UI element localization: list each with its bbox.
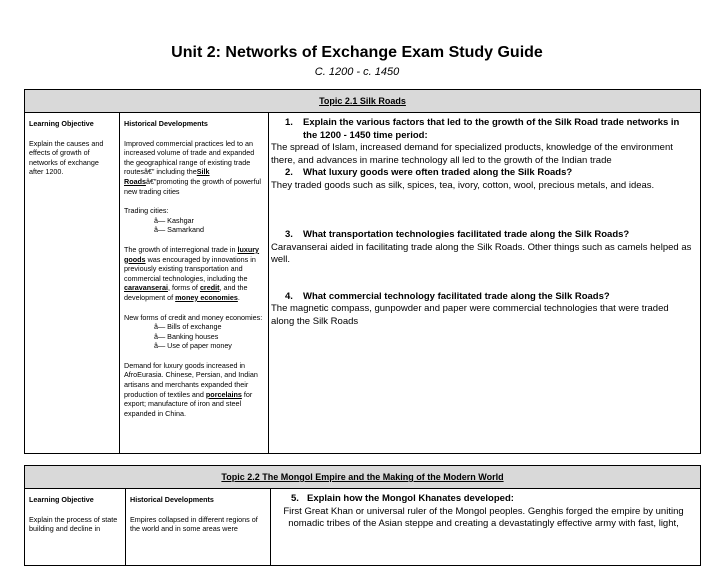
- hd-text: The growth of interregional trade in: [124, 244, 236, 254]
- porcelains-term: porcelains: [205, 389, 242, 399]
- answer-5: First Great Khan or universal ruler of the Mongol peoples. Genghis forged the empire by uniting nomadic tribes of the Asian steppe and creating a devastatingly effective army with fast, light,: [283, 505, 684, 529]
- money-economies-term: money economies: [175, 292, 238, 302]
- historical-developments-cell: [126, 489, 271, 566]
- question-text: Explain how the Mongol Khanates developed:: [307, 493, 514, 504]
- hd-paragraph-3: [124, 245, 264, 303]
- question-5: 5. Explain how the Mongol Khanates developed:: [291, 493, 514, 504]
- document-subtitle: C. 1200 - c. 1450: [314, 66, 400, 78]
- caravanserai-term: caravanserai: [124, 283, 168, 293]
- question-3: 3. What transportation technologies facilitated trade along the Silk Roads?: [285, 229, 630, 240]
- hd-paragraph-1: [124, 139, 264, 197]
- hd-text: for export; manufacture of iron and steel expanded in China.: [124, 389, 253, 418]
- learning-objective-cell: [25, 113, 120, 454]
- luxury-goods-term: luxury goods: [124, 244, 260, 264]
- learning-objective-text: Explain the causes and effects of growth of networks of exchange after 1200.: [29, 138, 104, 177]
- learning-objective-text: Explain the process of state building and decline in: [29, 514, 118, 534]
- question-text: What luxury goods were often traded along the Silk Roads?: [303, 167, 573, 178]
- question-4: 4. What commercial technology facilitated trade along the Silk Roads?: [285, 290, 610, 302]
- hd-text: was encouraged by innovations in previously existing transportation and commercial technologies, including the: [124, 254, 256, 283]
- hd-text: Demand for luxury goods increased in AfroEurasia. Chinese, Persian, and Indian artisans and merchants expanded their production of textiles and: [124, 360, 258, 399]
- topic-header-text: Topic 2.1 Silk Roads: [319, 96, 406, 106]
- historical-developments-label: Historical Developments: [130, 495, 214, 504]
- hd-text: Improved commercial practices led to an increased volume of trade and expanded the geographical range of existing trade routesâ€” including the: [124, 138, 255, 177]
- question-2: 2. What luxury goods were often traded along the Silk Roads?: [285, 167, 573, 178]
- credit-forms-label: New forms of credit and money economies:: [124, 312, 263, 322]
- historical-developments-cell: [120, 113, 269, 454]
- topic-2-1-table: [24, 89, 701, 454]
- answer-2: They traded goods such as silk, spices, tea, ivory, cotton, wool, precious metals, and ideas.: [271, 179, 655, 191]
- credit-term: credit: [199, 283, 220, 293]
- hd-text: , and the development of: [124, 283, 248, 302]
- silk-roads-term: Silk Roads: [124, 167, 210, 186]
- document-title: Unit 2: Networks of Exchange Exam Study Guide: [171, 44, 543, 61]
- city-item: â— Kashgar: [154, 215, 194, 225]
- topic-header: [25, 90, 701, 113]
- hd-text: , forms of: [167, 283, 198, 293]
- answer-1: The spread of Islam, increased demand for specialized products, knowledge of the environment there, and advances in marine technology all led to the growth of the Indian trade: [271, 142, 673, 166]
- topic-2-2-table: [24, 465, 701, 566]
- question-text: What transportation technologies facilitated trade along the Silk Roads?: [303, 229, 630, 240]
- hd-text: â€”promoting the growth of powerful new trading cities: [124, 176, 262, 196]
- learning-objective-label: Learning Objective: [29, 119, 94, 128]
- answer-4: The magnetic compass, gunpowder and paper were commercial technologies that were traded along the Silk Roads: [271, 303, 669, 327]
- questions-cell: [271, 489, 701, 566]
- credit-item: â— Bills of exchange: [154, 322, 222, 332]
- learning-objective-cell: [25, 489, 126, 566]
- historical-developments-label: Historical Developments: [124, 119, 208, 128]
- learning-objective-label: Learning Objective: [29, 495, 94, 504]
- credit-item: â— Use of paper money: [154, 341, 232, 351]
- trading-cities-label: Trading cities:: [124, 206, 169, 216]
- questions-cell: [269, 113, 701, 454]
- hd-text: Empires collapsed in different regions of the world and in some areas were: [130, 514, 258, 534]
- answer-3: Caravanserai aided in facilitating trade along the Silk Roads. Other things such as camels helped as well.: [271, 241, 692, 265]
- hd-text: .: [237, 292, 240, 302]
- credit-item: â— Banking houses: [154, 331, 219, 341]
- topic-header: [25, 466, 701, 489]
- question-text: Explain the various factors that led to the growth of the Silk Road trade networks in the 1200 - 1450 time period:: [303, 117, 680, 141]
- hd-paragraph-5: [124, 361, 264, 419]
- question-text: What commercial technology facilitated trade along the Silk Roads?: [303, 290, 610, 302]
- city-item: â— Samarkand: [154, 225, 204, 235]
- question-1: 1. Explain the various factors that led to the growth of the Silk Road trade networks in the 1200 - 1450 time period:: [271, 117, 694, 142]
- topic-header-text: Topic 2.2 The Mongol Empire and the Making of the Modern World: [221, 472, 504, 482]
